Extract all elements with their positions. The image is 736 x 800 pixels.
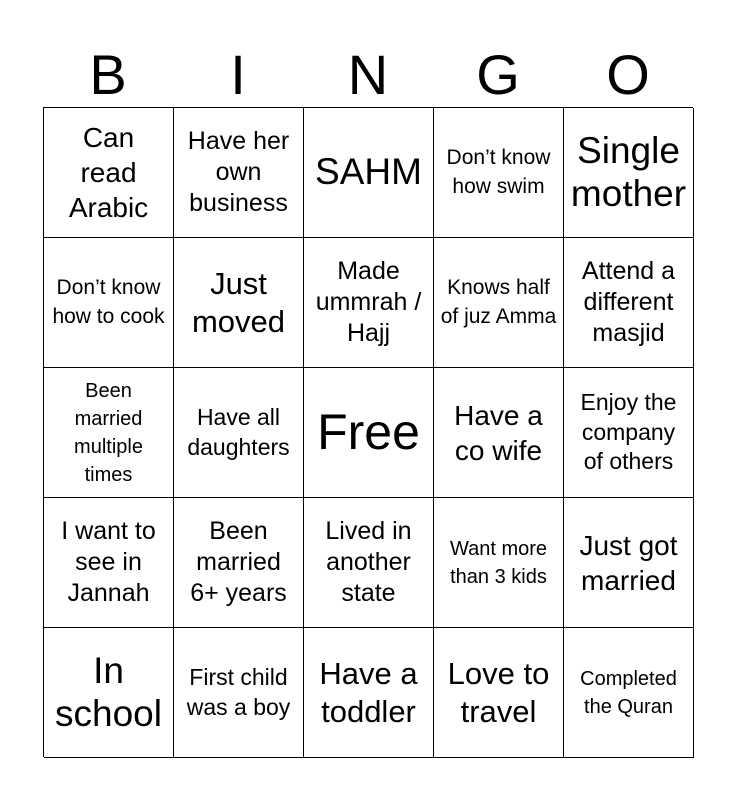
bingo-cell[interactable] <box>174 498 304 628</box>
header-letter-i: I <box>230 43 246 106</box>
cell-text: Been married 6+ years <box>190 516 287 608</box>
free-space-text: Free <box>317 404 420 461</box>
cell-text: Love to travel <box>447 656 550 729</box>
cell-text: Made ummrah / Hajj <box>315 256 422 348</box>
bingo-cell[interactable] <box>434 498 564 628</box>
bingo-cell[interactable] <box>44 238 174 368</box>
cell-text: Don’t know how swim <box>446 145 551 198</box>
bingo-cell[interactable] <box>174 108 304 238</box>
cell-text: Want more than 3 kids <box>449 537 548 588</box>
bingo-header <box>43 40 693 106</box>
cell-text: Just got married <box>579 529 678 596</box>
bingo-cell[interactable] <box>564 628 694 758</box>
bingo-cell[interactable] <box>434 628 564 758</box>
bingo-cell[interactable] <box>44 368 174 498</box>
cell-text: Have a toddler <box>319 656 418 729</box>
cell-text: SAHM <box>315 151 422 193</box>
cell-text: Just moved <box>191 266 286 339</box>
bingo-board <box>43 107 693 757</box>
bingo-cell[interactable] <box>564 368 694 498</box>
cell-text: First child was a boy <box>186 663 291 720</box>
header-letter-n: N <box>347 43 389 106</box>
bingo-cell[interactable] <box>564 108 694 238</box>
bingo-cell[interactable] <box>174 238 304 368</box>
cell-text: Completed the Quran <box>580 667 677 718</box>
header-letter-o: O <box>606 43 650 106</box>
bingo-cell[interactable] <box>304 238 434 368</box>
cell-text: Don’t know how to cook <box>52 275 165 328</box>
bingo-cell[interactable] <box>304 498 434 628</box>
cell-text: Can read Arabic <box>68 122 149 223</box>
bingo-cell[interactable] <box>434 108 564 238</box>
bingo-cell[interactable] <box>434 238 564 368</box>
cell-text: Lived in another state <box>325 516 412 608</box>
bingo-cell[interactable] <box>564 498 694 628</box>
bingo-cell[interactable] <box>44 108 174 238</box>
bingo-cell[interactable] <box>44 498 174 628</box>
header-letter-b: B <box>89 43 127 106</box>
bingo-cell[interactable] <box>564 238 694 368</box>
cell-text: Single mother <box>570 129 687 214</box>
bingo-cell[interactable] <box>174 368 304 498</box>
cell-text: I want to see in Jannah <box>61 516 156 608</box>
bingo-cell[interactable] <box>434 368 564 498</box>
bingo-cell[interactable] <box>44 628 174 758</box>
cell-text: In school <box>55 649 162 734</box>
bingo-cell[interactable] <box>174 628 304 758</box>
bingo-cell[interactable] <box>304 628 434 758</box>
cell-text: Knows half of juz Amma <box>440 275 557 328</box>
cell-text: Enjoy the company of others <box>580 388 677 475</box>
cell-text: Have her own business <box>187 126 290 218</box>
header-letter-g: G <box>476 43 520 106</box>
cell-text: Have all daughters <box>187 403 290 460</box>
free-space-cell[interactable] <box>304 368 434 498</box>
cell-text: Been married multiple times <box>74 379 143 486</box>
cell-text: Attend a different masjid <box>581 256 676 348</box>
bingo-cell[interactable] <box>304 108 434 238</box>
cell-text: Have a co wife <box>454 399 543 466</box>
